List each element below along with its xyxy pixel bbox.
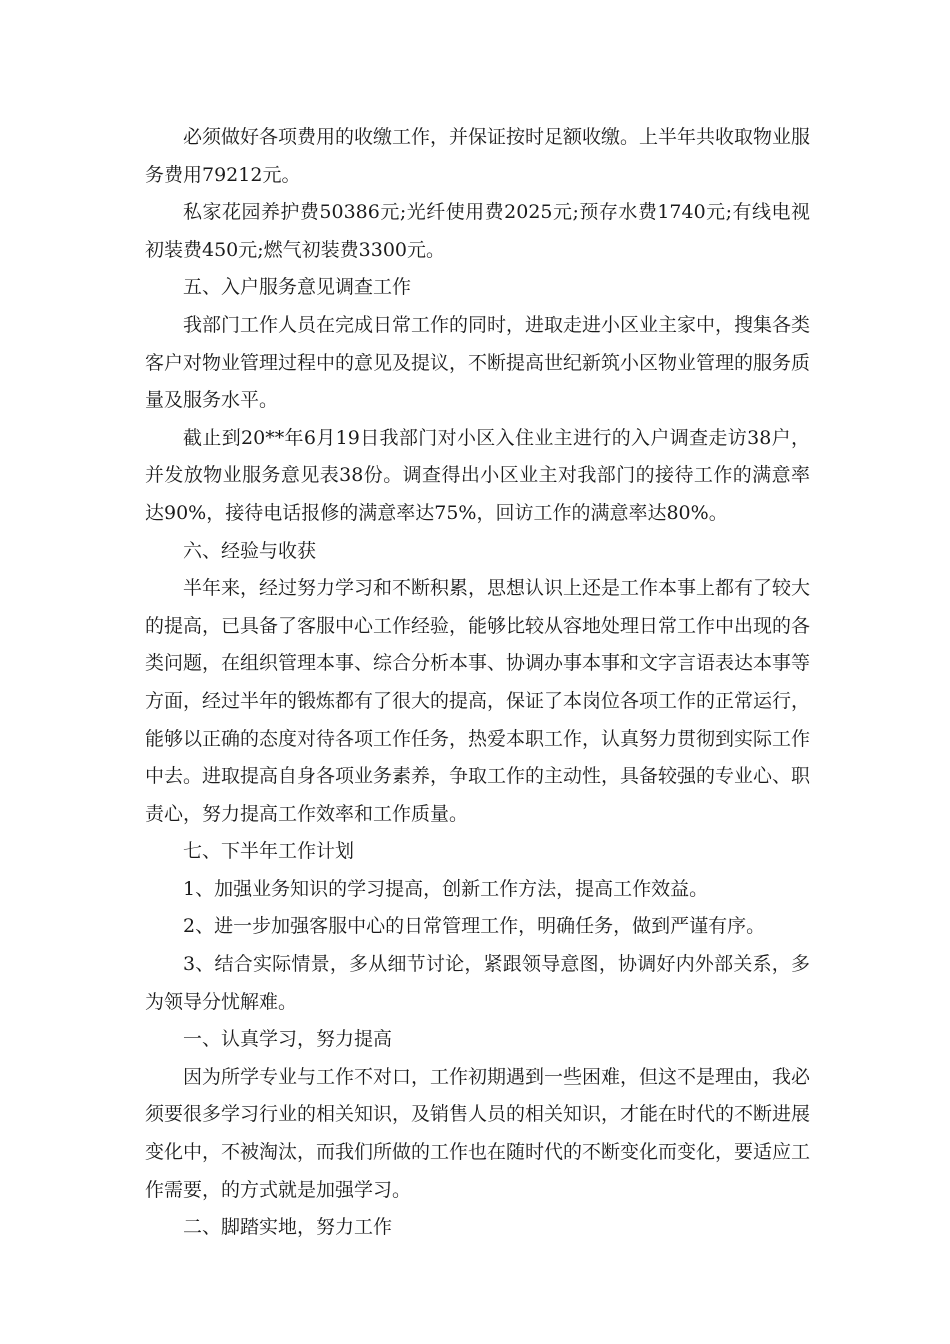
section-heading-study: 一、认真学习，努力提高: [183, 1028, 393, 1051]
plan-item-3: 3、结合实际情景，多从细节讨论，紧跟领导意图，协调好内外部关系，多为领导分忧解难。: [145, 953, 810, 1013]
paragraph-fee-collection: 必须做好各项费用的收缴工作，并保证按时足额收缴。上半年共收取物业服务费用79212元。: [145, 126, 811, 186]
section-heading-work: 二、脚踏实地，努力工作: [183, 1216, 393, 1239]
paragraph-experience: 半年来，经过努力学习和不断积累，思想认识上还是工作本事上都有了较大的提高，已具备了客服中心工作经验，能够比较从容地处理日常工作中出现的各类问题，在组织管理本事、综合分析本事、协调办事本事和文字言语表达本事等方面，经过半年的锻炼都有了很大的提高，保证了本岗位各项工作的正常运行，能够以正确的态度对待各项工作任务，热爱本职工作，认真努力贯彻到实际工作中去。进取提高自身各项业务素养，争取工作的主动性，具备较强的专业心、职责心，努力提高工作效率和工作质量。: [145, 577, 811, 825]
paragraph-survey-visits: 我部门工作人员在完成日常工作的同时，进取走进小区业主家中，搜集各类客户对物业管理过程中的意见及提议，不断提高世纪新筑小区物业管理的服务质量及服务水平。: [145, 313, 811, 412]
paragraph-fee-breakdown: 私家花园养护费50386元;光纤使用费2025元;预存水费1740元;有线电视初装费450元;燃气初装费3300元。: [145, 201, 810, 261]
section-heading-plan: 七、下半年工作计划: [183, 840, 355, 863]
document-body: [145, 119, 810, 1247]
section-heading-survey: 五、入户服务意见调查工作: [183, 276, 412, 299]
paragraph-study: 因为所学专业与工作不对口，工作初期遇到一些困难，但这不是理由，我必须要很多学习行业的相关知识，及销售人员的相关知识，才能在时代的不断进展变化中，不被淘汰，而我们所做的工作也在随时代的不断变化而变化，要适应工作需要，的方式就是加强学习。: [145, 1065, 811, 1201]
plan-item-2: 2、进一步加强客服中心的日常管理工作，明确任务，做到严谨有序。: [183, 915, 766, 938]
plan-item-1: 1、加强业务知识的学习提高，创新工作方法，提高工作效益。: [183, 877, 709, 900]
paragraph-survey-results: 截止到20**年6月19日我部门对小区入住业主进行的入户调查走访38户，并发放物业服务意见表38份。调查得出小区业主对我部门的接待工作的满意率达90%，接待电话报修的满意率达75%，回访工作的满意率达80%。: [145, 426, 810, 524]
section-heading-experience: 六、经验与收获: [183, 539, 317, 562]
